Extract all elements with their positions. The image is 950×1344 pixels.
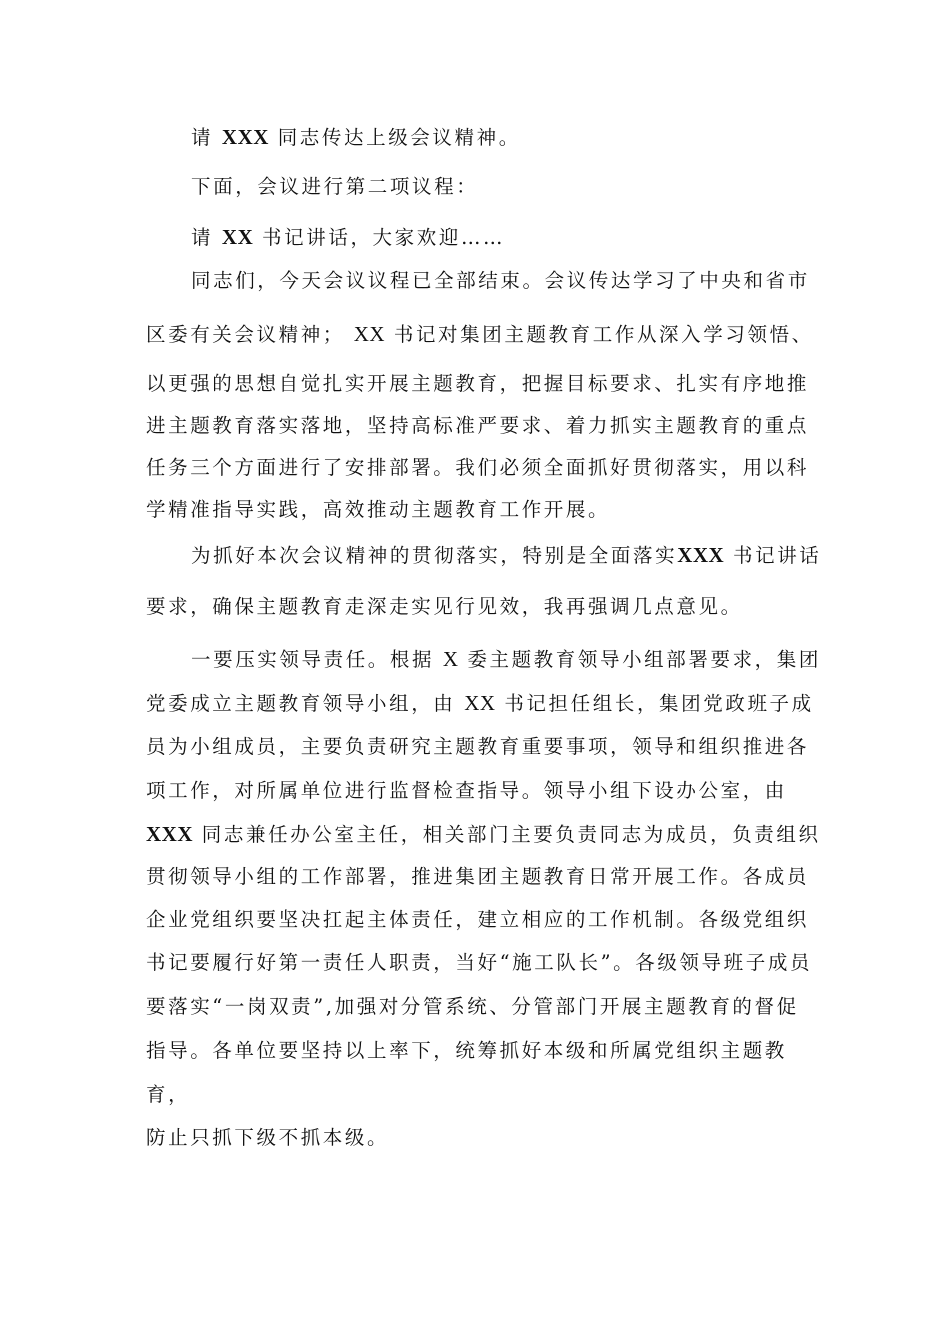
text-segment: 员为小组成员，主要负责研究主题教育重要事项，领导和组织推进各 <box>146 735 810 758</box>
paragraph-line <box>146 906 809 934</box>
paragraph-line <box>146 993 799 1021</box>
paragraph-line <box>146 689 814 718</box>
paragraph-line <box>146 370 809 398</box>
paragraph-line <box>146 777 787 805</box>
paragraph-line <box>146 1081 190 1109</box>
text-segment: 同志们，今天会议议程已全部结束。会议传达学习了中央和省市 <box>191 269 810 292</box>
paragraph-line <box>191 645 821 674</box>
text-segment: 同志传达上级会议精神。 <box>268 126 521 149</box>
placeholder-name: XXX <box>677 543 725 567</box>
text-segment: 书记讲话，大家欢迎…… <box>253 226 506 249</box>
text-segment: 请 <box>191 226 222 249</box>
placeholder-name: XXX <box>221 125 269 149</box>
paragraph-line <box>146 863 809 891</box>
text-segment: 请 <box>191 126 222 149</box>
text-segment: 区委有关会议精神； <box>146 323 354 346</box>
text-segment: 党委成立主题教育领导小组，由 <box>146 692 465 715</box>
text-segment: 任务三个方面进行了安排部署。我们必须全面抓好贯彻落实，用以科 <box>146 456 810 479</box>
placeholder-name: XX <box>221 225 254 249</box>
text-segment: 同志兼任办公室主任，相关部门主要负责同志为成员，负责组织 <box>193 823 821 846</box>
text-segment: 以更强的思想自觉扎实开展主题教育，把握目标要求、扎实有序地推 <box>146 372 810 395</box>
paragraph-line <box>146 1124 389 1152</box>
paragraph-line <box>146 1037 787 1065</box>
text-segment: 贯彻领导小组的工作部署，推进集团主题教育日常开展工作。各成员 <box>146 865 810 888</box>
paragraph-line <box>146 412 809 440</box>
paragraph-line <box>191 223 505 252</box>
text-segment: 书记要履行好第一责任人职责，当好“施工队长”。各级领导班子成员 <box>146 951 813 974</box>
paragraph-line <box>191 267 810 295</box>
text-segment: 项工作，对所属单位进行监督检查指导。领导小组下设办公室，由 <box>146 779 787 802</box>
paragraph-line <box>146 949 812 977</box>
placeholder-name: XX <box>464 691 496 715</box>
text-segment: 企业党组织要坚决扛起主体责任，建立相应的工作机制。各级党组织 <box>146 908 810 931</box>
paragraph-line <box>191 173 478 201</box>
paragraph-line <box>146 820 821 849</box>
text-segment: 要落实“一岗双责”,加强对分管系统、分管部门开展主题教育的督促 <box>146 995 799 1018</box>
text-segment: 要求，确保主题教育走深走实见行见效，我再强调几点意见。 <box>146 595 743 618</box>
text-segment: 下面，会议进行第二项议程： <box>191 175 479 198</box>
placeholder-name: X <box>442 647 459 671</box>
text-segment: 书记讲话 <box>724 544 822 567</box>
text-segment: 委主题教育领导小组部署要求，集团 <box>458 648 821 671</box>
text-segment: 育， <box>146 1083 191 1106</box>
paragraph-line <box>146 593 743 621</box>
text-segment: 为抓好本次会议精神的贯彻落实，特别是全面落实 <box>191 544 678 567</box>
placeholder-name: XX <box>353 322 386 346</box>
text-segment: 学精准指导实践，高效推动主题教育工作开展。 <box>146 498 611 521</box>
paragraph-line <box>146 320 814 349</box>
paragraph-line <box>146 454 809 482</box>
paragraph-line <box>146 733 809 761</box>
text-segment: 书记担任组长，集团党政班子成 <box>495 692 814 715</box>
paragraph-line <box>191 541 821 570</box>
text-segment: 防止只抓下级不抓本级。 <box>146 1126 390 1149</box>
paragraph-line <box>191 123 521 152</box>
paragraph-line <box>146 496 610 524</box>
text-segment: 进主题教育落实落地，坚持高标准严要求、着力抓实主题教育的重点 <box>146 414 810 437</box>
placeholder-name: XXX <box>146 822 193 846</box>
text-segment: 指导。各单位要坚持以上率下，统筹抓好本级和所属党组织主题教 <box>146 1039 787 1062</box>
text-segment: 书记对集团主题教育工作从深入学习领悟、 <box>385 323 814 346</box>
text-segment: 一要压实领导责任。根据 <box>191 648 443 671</box>
